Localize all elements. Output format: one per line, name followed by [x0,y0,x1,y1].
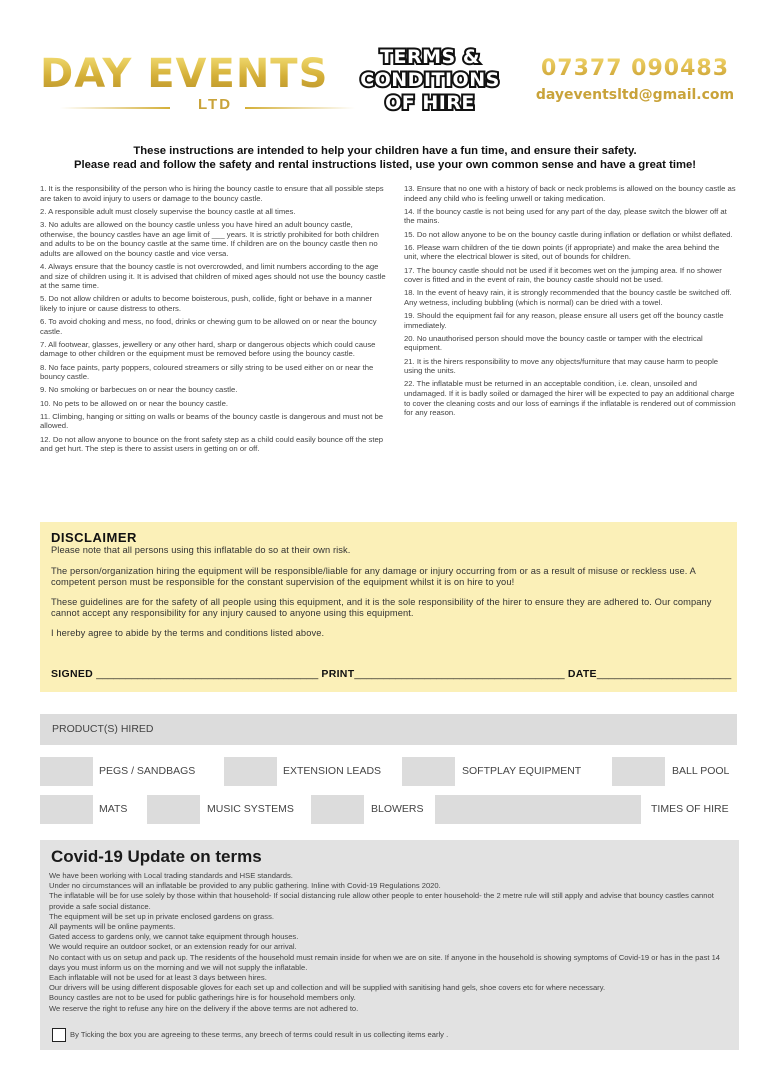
product-label-extension-leads: EXTENSION LEADS [283,765,382,777]
rule-item: 9. No smoking or barbecues on or near the bouncy castle. [40,385,238,395]
product-label-softplay-equipment: SOFTPLAY EQUIPMENT [462,765,582,777]
softplay-equipment-box[interactable] [402,757,455,786]
disclaimer-paragraph: I hereby agree to abide by the terms and conditions listed above. [51,628,325,638]
title-line-3: OF HIRE [385,92,475,114]
title-line-1: TERMS & [380,46,480,68]
covid-panel [40,840,739,1050]
products-header: PRODUCT(S) HIRED [40,714,737,745]
rule-item: 17. The bouncy castle should not be used if it becomes wet on the jumping area. If no shower cover is fitted and in the event of rain, the bouncy castle should not be used. [404,265,722,285]
rule-item: 1. It is the responsibility of the person who is hiring the bouncy castle to ensure that all possible steps are taken to avoid injury to users or damage to the bouncy castle. [40,184,384,203]
product-label-blowers: BLOWERS [371,803,424,815]
agree-checkbox[interactable] [52,1028,66,1042]
products-row-1 [40,757,737,786]
covid-line: We have been working with Local trading standards and HSE standards. [49,871,293,880]
logo-wordmark: DAY EVENTS [40,51,329,97]
rule-item: 8. No face paints, party poppers, coloured streamers or silly string to be used either on or near the bouncy castle. [40,362,374,382]
contact-block [530,56,740,103]
rule-item: 22. The inflatable must be returned in an acceptable condition, i.e. clean, unsoiled and undamaged. If it is badly soiled or damaged the hirer will be expected to pay an additional charge to cover the cleaning costs and our loss of earnings if the inflatable is rendered out of commission for any reason. [404,379,736,418]
signature-row [51,668,731,680]
rule-item: 21. It is the hirers responsibility to move any objects/furniture that may cause harm to people using the units. [404,356,719,376]
title-line-2: CONDITIONS [360,69,500,91]
rule-item: 10. No pets to be allowed on or near the bouncy castle. [40,398,229,408]
products-row-2 [40,795,737,824]
disclaimer-title: DISCLAIMER [51,530,137,545]
date-field[interactable]: _______________________ [596,668,732,680]
email-address: dayeventsltd@gmail.com [535,87,735,103]
intro-text [30,144,740,172]
music-systems-box[interactable] [147,795,200,824]
disclaimer-paragraph: Please note that all persons using this inflatable do so at their own risk. [51,545,351,555]
company-logo [40,51,329,122]
date-label: DATE [567,668,597,680]
rule-item: 5. Do not allow children or adults to become boisterous, push, collide, fight or behave in a manner likely to injure or cause distress to others. [40,294,373,313]
intro-line-2: Please read and follow the safety and rental instructions listed, use your own common sense and have a great time! [73,159,697,171]
covid-line: Each inflatable will not be used for at least 3 days between hires. [49,973,267,983]
covid-line: Under no circumstances will an inflatable be provided to any public gathering. Inline with Covid-19 Regulations 2020. [49,881,441,891]
rule-item: 11. Climbing, hanging or sitting on walls or beams of the bouncy castle is dangerous and must not be allowed. [40,411,384,431]
covid-line: Gated access to gardens only, we cannot take equipment through houses. [49,932,299,942]
rule-item: 14. If the bouncy castle is not being used for any part of the day, please switch the blower off at the mains. [404,206,727,226]
rule-item: 12. Do not allow anyone to bounce on the front safety step as a child could easily bounce off the step and get hurt. The step is there to assist users in getting on or off. [40,434,384,454]
print-label: PRINT [321,668,355,680]
product-label-music-systems: MUSIC SYSTEMS [207,803,294,815]
covid-line: Bouncy castles are not to be used for public gatherings hire is for household members only. [49,993,356,1003]
signed-label: SIGNED [51,668,94,680]
disclaimer-paragraph: The person/organization hiring the equipment will be responsible/liable for any damage or injury occurring from or as a result of misuse or reckless use. A competent person must be responsible for the constant supervision of the equipment whilst it is on hire to you! [51,566,696,587]
intro-line-1: These instructions are intended to help your children have a fun time, and ensure their safety. [133,145,637,157]
rules-column-left [40,184,388,457]
covid-line: We would require an outdoor socket, or an extension ready for our arrival. [49,942,297,952]
covid-line: All payments will be online payments. [49,922,176,932]
rule-item: 20. No unauthorised person should move the bouncy castle or tamper with the electrical equipment. [404,333,703,353]
covid-line: We reserve the right to refuse any hire on the delivery if the above terms are not adhered to. [49,1003,359,1013]
covid-terms-list [49,871,730,1014]
agree-text: By Ticking the box you are agreeing to these terms, any breech of terms could result in us collecting items early . [70,1030,449,1039]
rule-item: 4. Always ensure that the bouncy castle is not overcrowded, and limit numbers according to the age and size of children using it. It is advised that children of mixed ages should not use the bouncy castle at the same time. [40,261,386,291]
extension-leads-box[interactable] [224,757,277,786]
rule-item: 6. To avoid choking and mess, no food, drinks or chewing gum to be allowed on or near the bouncy castle. [40,317,377,336]
print-field[interactable]: ____________________________________ [354,668,565,680]
rule-item: 13. Ensure that no one with a history of back or neck problems is allowed on the bouncy castle as indeed any child who is feeling unwell or taking medication. [404,184,736,203]
times-of-hire-field[interactable] [435,795,641,824]
rule-item: 16. Please warn children of the tie down points (if appropriate) and make the area behind the unit, where the electrical blower is sited, out of bounds for children. [404,242,720,262]
covid-line: The equipment will be set up in private enclosed gardens on grass. [49,911,274,921]
disclaimer-paragraph: These guidelines are for the safety of all people using this equipment, and it is the sole responsibility of the hirer to ensure they are adhered to. Our company cannot accept any responsibility for any injury caused to anyone using this equipment. [51,597,712,618]
rule-item: 18. In the event of heavy rain, it is strongly recommended that the bouncy castle be switched off. Any wetness, including bubbling (which is normal) can be dried with a towel. [404,288,732,307]
document-title [355,46,505,115]
product-label-mats: MATS [99,803,128,815]
logo-rule-left [60,107,170,109]
signed-field[interactable]: ______________________________________ [96,668,319,680]
blowers-box[interactable] [311,795,364,824]
mats-box[interactable] [40,795,93,824]
product-label-times-of-hire: TIMES OF HIRE [651,803,729,815]
rule-item: 19. Should the equipment fail for any reason, please ensure all users get off the bouncy castle immediately. [404,311,724,330]
rule-item: 3. No adults are allowed on the bouncy castle unless you have hired an adult bouncy castle, otherwise, the bouncy castles have an age limit of ___ years. It is strictly prohibited for both children and adults to be on the bouncy castle at the same time. If children are on the bouncy castle then no adults are allowed on the bouncy castle and vice versa. [40,219,379,258]
ball-pool-box[interactable] [612,757,665,786]
covid-line: No contact with us on setup and pack up. The residents of the household must remain inside for when we are on site. If anyone in the household is showing symptoms of Covid-19 or has in the past 14 days you must inform us on the morning and we will not supply the inflatable. [49,952,721,972]
disclaimer-panel [40,522,737,692]
covid-line: The inflatable will be for use solely by those within that household- If social distancing rule allow other people to enter household- the 2 metre rule will still apply and advise that bouncy castles cannot provide a safe social distance. [49,891,714,911]
product-label-pegs-sandbags: PEGS / SANDBAGS [99,765,196,777]
rule-item: 7. All footwear, glasses, jewellery or any other hard, sharp or dangerous objects which could cause damage to other children or the equipment must be removed before using the bouncy castle. [40,339,376,359]
rule-item: 15. Do not allow anyone to be on the bouncy castle during inflation or deflation or whilst deflated. [404,229,733,239]
logo-ltd: LTD [198,96,233,113]
pegs-sandbags-box[interactable] [40,757,93,786]
logo-rule-right [245,107,355,109]
covid-line: Our drivers will be using different disposable gloves for each set up and collection and will be supplied with sanitising hand gels, shoe covers etc for where necessary. [49,983,606,993]
rules-column-right [404,184,736,421]
covid-title: Covid-19 Update on terms [51,847,262,866]
rule-item: 2. A responsible adult must closely supervise the bouncy castle at all times. [40,206,296,216]
product-label-ball-pool: BALL POOL [672,765,730,777]
phone-number: 07377 090483 [530,56,740,81]
